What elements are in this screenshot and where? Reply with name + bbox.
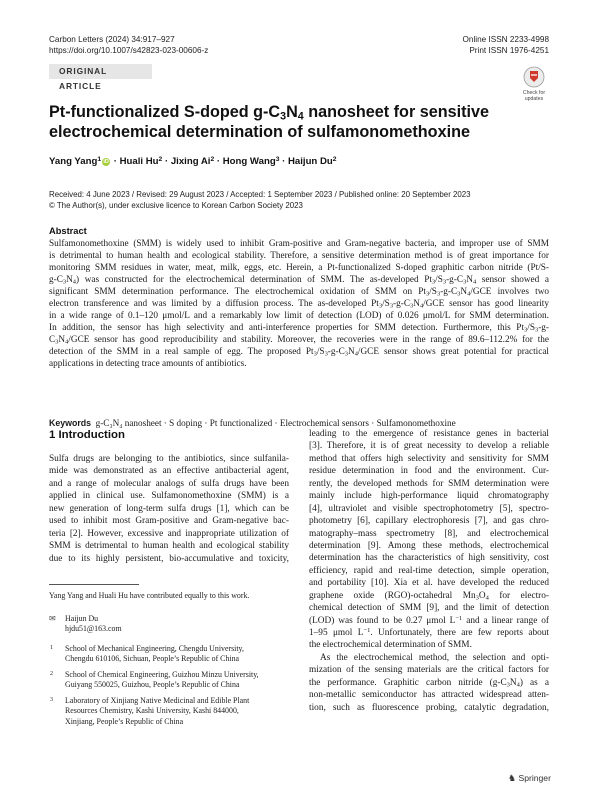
keywords-label: Keywords [49, 418, 92, 428]
check-for-updates-icon [523, 66, 545, 88]
article-type-badge: ORIGINAL ARTICLE [49, 64, 152, 79]
check-for-updates-button[interactable] [519, 66, 549, 102]
affiliation-2: School of Chemical Engineering, Guizhou Minzu University, Guiyang 550025, Guizhou, People’s Republic of China [65, 670, 259, 690]
author-name[interactable]: Jixing Ai [170, 156, 211, 167]
envelope-icon: ✉ [49, 614, 56, 623]
print-issn: Print ISSN 1976-4251 [469, 46, 549, 55]
keywords-list: g-C₃N₄ nanosheet · S doping · Pt functionalized · Electrochemical sensors · Sulfamonomethoxine [95, 418, 456, 428]
author-name[interactable]: Huali Hu [119, 156, 159, 167]
affiliation-number: 2 [50, 671, 53, 677]
author-list: Yang Yang$^1$ iD · Huali $Hu^2$ · Jixing $Ai^2$ · Hong Wang$^3$ · Haijun Du$^2$ [49, 155, 337, 167]
intro-right-column: leading to the emergence of resistance genes in bacterial [3]. Therefore, it is of great necessity to develop a reliable method that offers high selectivity and sensitivity for SMM residue determination in food and the environment. Cur- rently, the developed methods for SMM determination were mainly include high-performance liquid chromatography [4], ultraviolet and visible spectrophotometry [5], spectro- photometry [6], capillary electrophoresis [7], and gas chro- matography–mass spectrometry [8], and electrochemical determination [9]. Among these methods, electrochemical determination has the characteristics of high sensitivity, cost efficiency, rapid and real-time detection, simple operation, and portability [10]. Xia et al. have developed the reduced graphene oxide (RGO)-octahedral $Mn_3O_4$ for electro- chemical detection of SMM [9], and the limit of detection (LOD) was found to be 0.27 μmol $L^{-1}$ and a linear range of 1–95 μmol $L^{-1}$. Unfortunately, there are few reports about the electrochemical determination of SMM. As the electrochemical method, the selection and opti- mization of the sensing materials are the critical factors for the performance. Graphitic carbon nitride $(g-C_3N_4)$ as a non-metallic semiconductor has attracted widespread atten- tion, such as fluorescence probing, catalytic degradation, [309, 429, 549, 713]
corresponding-author-name: Haijun Du [65, 614, 99, 623]
author-name[interactable]: Hong Wang [222, 156, 276, 167]
orcid-icon[interactable]: iD [103, 159, 109, 165]
abstract-heading: Abstract [49, 226, 87, 236]
publisher-name: Springer [518, 773, 551, 783]
check-for-updates-label-1: Check for [522, 90, 546, 96]
author-name[interactable]: Haijun Du [287, 156, 333, 167]
correspondence [49, 614, 56, 624]
affiliation-number: 3 [50, 697, 53, 703]
equal-contribution-note: Yang Yang and Huali Hu have contributed equally to this work. [49, 591, 250, 600]
article-title: Pt-functionalized S-doped $g-C_3N_4$ nanosheet for sensitive electrochemical determination of sulfamonomethoxine [49, 103, 490, 141]
doi-link[interactable]: https://doi.org/10.1007/s42823-023-00606-z [49, 46, 209, 55]
affiliation-1: School of Mechanical Engineering, Chengdu University, Chengdu 610106, Sichuan, People’s Republic of China [65, 644, 244, 664]
springer-horse-icon: ♞ [508, 773, 517, 783]
check-for-updates-label-2: updates [524, 96, 544, 102]
intro-left-column: Sulfa drugs are belonging to the antibiotics, since sulfanila- mide was demonstrated as an effective antibacterial agent, and a range of molecular analogs of sulfa drugs have been applied in clinical use. Sulfamonomethoxine (SMM) is a new generation of long-term sulfa drugs [1], which can be used to inhibit most Gram-positive and Gram-negative bac- teria [2]. However, excessive and inappropriate utilization of SMM is detrimental to human health and ecological stability due to its highly persistent, bio-accumulative and toxicity, [49, 454, 289, 564]
affiliation-3: Laboratory of Xinjiang Native Medicinal and Edible Plant Resources Chemistry, Kashi University, Kashi 844000, Xinjiang, People’s Republic of China [65, 696, 250, 726]
corresponding-author-email[interactable]: hjdu51@163.com [65, 624, 122, 633]
publisher-logo [508, 773, 551, 784]
affiliation-number: 1 [50, 645, 53, 651]
publication-dates: Received: 4 June 2023 / Revised: 29 August 2023 / Accepted: 1 September 2023 / Published online: 20 September 2023 © The Author(s), under exclusive licence to Korean Carbon Society 2023 [49, 190, 471, 210]
section-heading-introduction: 1 Introduction [49, 429, 125, 441]
online-issn: Online ISSN 2233-4998 [462, 35, 549, 44]
footnote-divider [49, 584, 139, 585]
author-name[interactable]: Yang Yang [49, 156, 98, 167]
journal-citation: Carbon Letters (2024) 34:917–927 [49, 35, 175, 44]
keywords [49, 418, 456, 428]
abstract-body: Sulfamonomethoxine (SMM) is widely used to inhibit Gram-positive and Gram-negative bacteria, and improper use of SMM is detrimental to human health and ecological stability. Therefore, a sensitive determination method is of great importance for monitoring SMM residues in water, meat, milk, eggs, etc. Herein, a Pt-functionalized S-doped graphitic carbon nitride (Pt/S- $g-C_3N_4$) was constructed for the electrochemical determination of SMM. The as-developed $Pt_3/S_3-g-C_3N_4$ sensor showed a significant SMM determination performance. The electrochemical oxidation of SMM on $Pt_3/S_3-g-C_3N_4$/GCE involves two electron transference and was limited by a diffusion process. The as-developed $Pt_3/S_3-g-C_3N_4$/GCE sensor has good linearity in a wide range of 0.1–120 μmol/L and a remarkably low limit of detection (LOD) of 0.026 μmol/L for SMM determination. In addition, the sensor has high selectivity and anti-interference properties for SMM detection. Furthermore, this $Pt_3/S_3-g-$ $C_3N_4$/GCE sensor has good reproducibility and stability. Moreover, the recoveries were in the range of 89.6–112.2% for the detection of the SMM in a real sample of egg. The proposed $Pt_3/S_3-g-C_3N_4$/GCE sensor shows great potential for practical applications in detecting trace amounts of antibiotics. [49, 239, 550, 370]
